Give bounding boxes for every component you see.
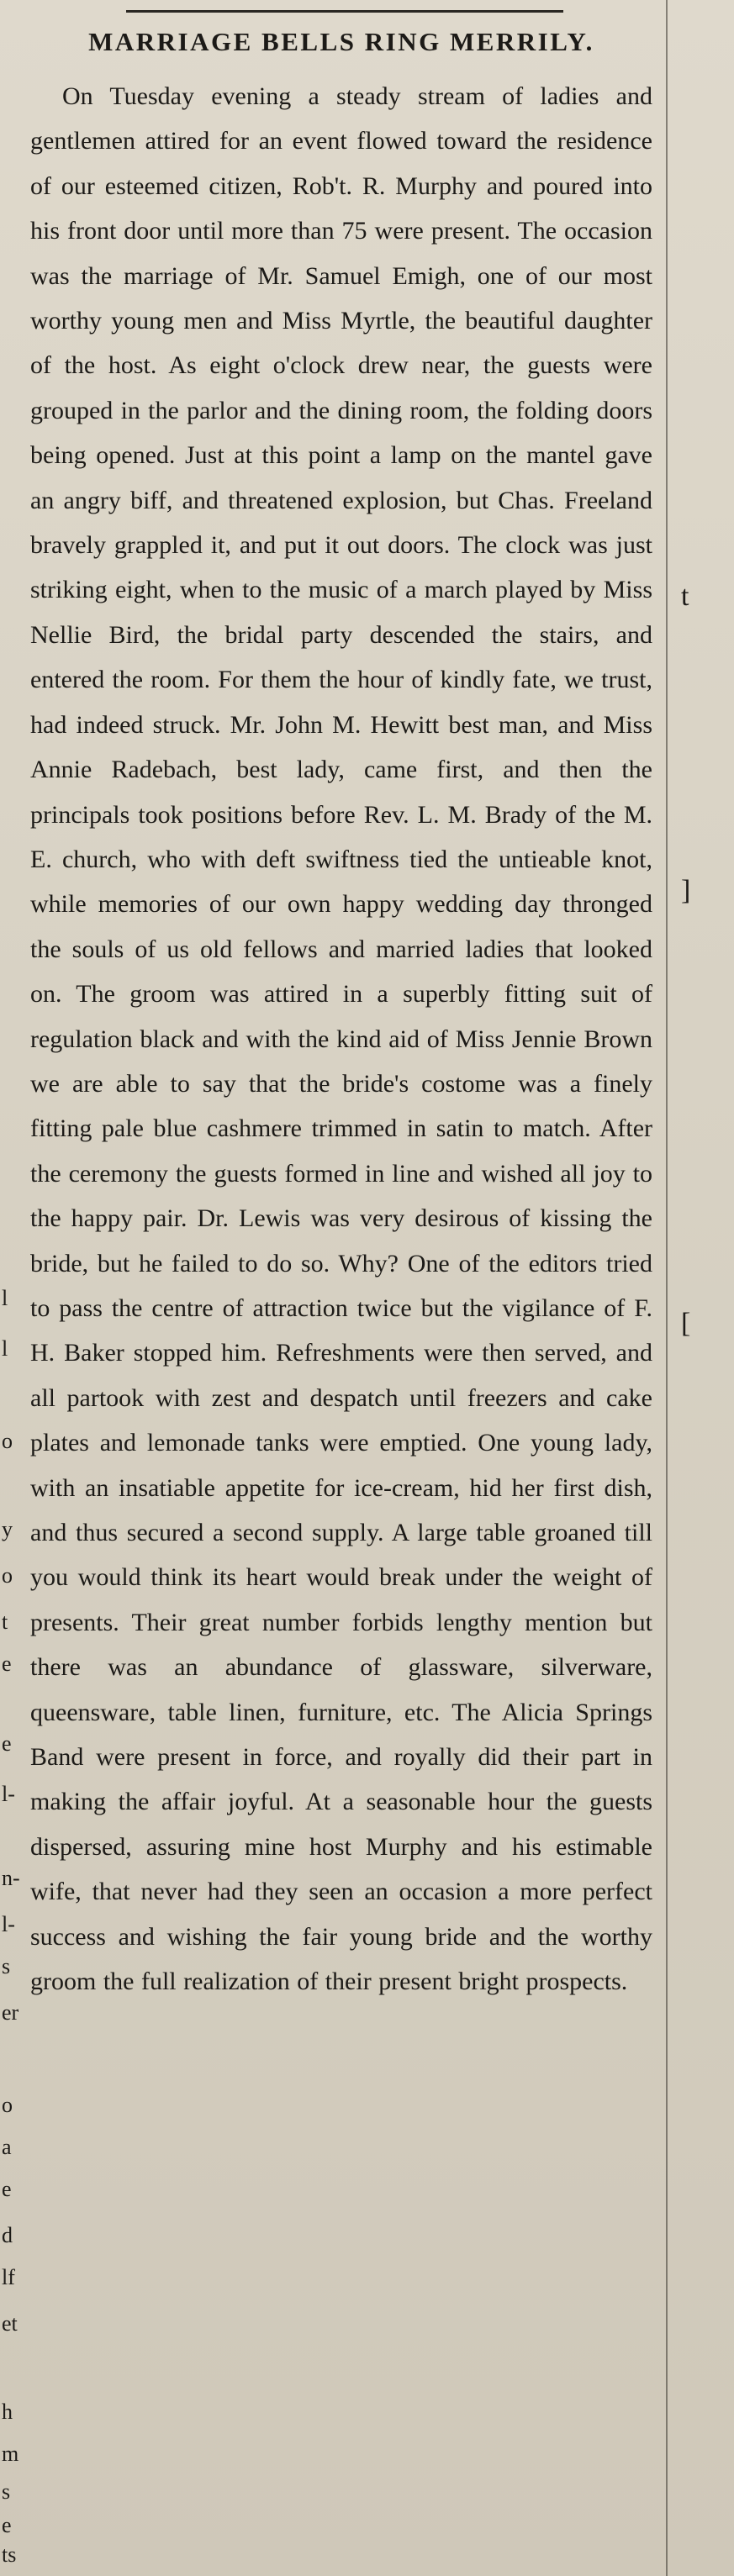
- margin-fragment: e: [2, 2513, 12, 2537]
- margin-fragment: d: [2, 2223, 13, 2247]
- margin-fragment: ]: [681, 875, 691, 906]
- margin-fragment: t: [2, 1609, 8, 1634]
- margin-fragment: l: [2, 1286, 8, 1310]
- column-rule: [666, 0, 668, 2576]
- article-body: On Tuesday evening a steady stream of ladies and gentlemen attired for an event flowed toward the residence of our esteemed citizen, Rob't. R. Murphy and poured into his front door until more than 75 were present. The occasion was the marriage of Mr. Samuel Emigh, one of our most worthy young men and Miss Myrtle, the beautiful daughter of the host. As eight o'clock drew near, the guests were grouped in the parlor and the dining room, the folding doors being opened. Just at this point a lamp on the mantel gave an angry biff, and threatened explosion, but Chas. Freeland bravely grappled it, and put it out doors. The clock was just striking eight, when to the music of a march played by Miss Nellie Bird, the bridal party descended the stairs, and entered the room. For them the hour of kindly fate, we trust, had indeed struck. Mr. John M. Hewitt best man, and Miss Annie Radebach, best lady, came first, and then the principals took positions before Rev. L. M. Brady of the M. E. church, who with deft swiftness tied the untieable knot, while memories of our own happy wedding day thronged the souls of us old fellows and married ladies that looked on. The groom was attired in a superbly fitting suit of regulation black and with the kind aid of Miss Jennie Brown we are able to say that the bride's costome was a finely fitting pale blue cashmere trimmed in satin to match. After the ceremony the guests formed in line and wished all joy to the happy pair. Dr. Lewis was very desirous of kissing the bride, but he failed to do so. Why? One of the editors tried to pass the centre of attraction twice but the vigilance of F. H. Baker stopped him. Refreshments were then served, and all partook with zest and despatch until freezers and cake plates and lemonade tanks were emptied. One young lady, with an insatiable appetite for ice-cream, hid her first dish, and thus secured a second supply. A large table groaned till you would think its heart would break under the weight of presents. Their great number forbids lengthy mention but there was an abundance of glassware, silverware, queensware, table linen, furniture, etc. The Alicia Springs Band were present in force, and royally did their part in making the affair joyful. At a seasonable hour the guests dispersed, assuring mine host Murphy and his estimable wife, that never had they seen an occasion a more perfect success and wishing the fair young bride and the worthy groom the full realization of their present bright prospects.: [30, 82, 652, 1996]
- margin-fragment: n-: [2, 1866, 20, 1890]
- margin-fragment: lf: [2, 2265, 15, 2289]
- margin-fragment: a: [2, 2135, 12, 2159]
- margin-fragment: [: [681, 1308, 691, 1339]
- margin-fragment: e: [2, 1651, 12, 1676]
- margin-fragment: er: [2, 2000, 19, 2025]
- margin-fragment: o: [2, 1429, 13, 1453]
- margin-fragment: s: [2, 1954, 11, 1978]
- margin-fragment: y: [2, 1517, 13, 1541]
- article: [30, 25, 652, 2004]
- margin-fragment: l-: [2, 1912, 15, 1936]
- margin-fragment: t: [681, 581, 689, 612]
- right-margin-fragments: [673, 0, 734, 2576]
- margin-fragment: o: [2, 1563, 13, 1588]
- margin-fragment: h: [2, 2400, 13, 2424]
- margin-fragment: ts: [2, 2542, 17, 2567]
- margin-fragment: et: [2, 2311, 18, 2336]
- margin-fragment: o: [2, 2093, 13, 2117]
- margin-fragment: s: [2, 2479, 11, 2504]
- margin-fragment: e: [2, 1731, 12, 1756]
- margin-fragment: m: [2, 2442, 19, 2466]
- headline: MARRIAGE BELLS RING MERRILY.: [88, 27, 594, 56]
- margin-fragment: l-: [2, 1782, 15, 1806]
- margin-fragment: e: [2, 2177, 12, 2201]
- margin-fragment: l: [2, 1336, 8, 1361]
- left-margin-fragments: [0, 0, 25, 2576]
- top-rule: [126, 10, 563, 13]
